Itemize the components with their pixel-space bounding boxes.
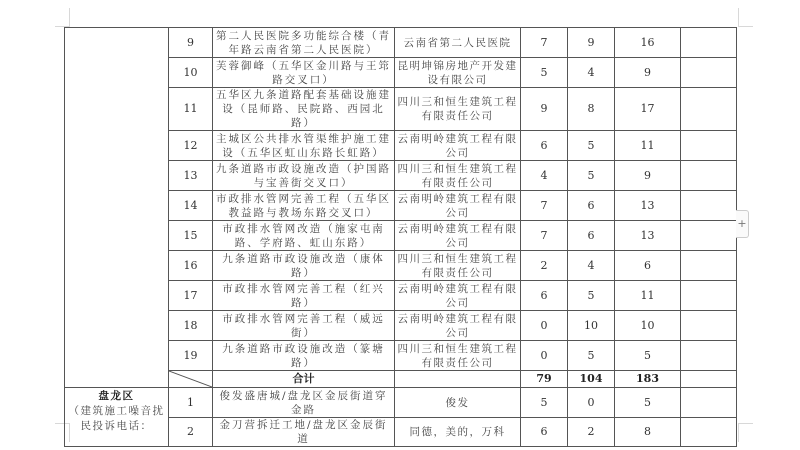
- count-total: 5: [615, 388, 681, 418]
- row-number: 16: [169, 251, 213, 281]
- count-1: 7: [521, 28, 568, 58]
- count-2: 5: [568, 281, 615, 311]
- project-name: 市政排水管网完善工程（威远街）: [213, 311, 395, 341]
- count-1: 7: [521, 221, 568, 251]
- district-cell-panlong: [65, 388, 169, 447]
- note-cell: [681, 341, 737, 371]
- count-total: 9: [615, 58, 681, 88]
- subtotal-label: 合计: [213, 371, 395, 388]
- company-name: 云南明岭建筑工程有限公司: [395, 221, 521, 251]
- count-2: 4: [568, 58, 615, 88]
- company-name: 四川三和恒生建筑工程有限责任公司: [395, 88, 521, 131]
- count-total: 11: [615, 281, 681, 311]
- project-name: 俊发盛唐城/盘龙区金辰街道穿金路: [213, 388, 395, 418]
- subtotal-company-empty: [395, 371, 521, 388]
- count-2: 9: [568, 28, 615, 58]
- project-name: 市政排水管网完善工程（红兴路）: [213, 281, 395, 311]
- count-2: 2: [568, 418, 615, 447]
- note-cell: [681, 418, 737, 447]
- district-name: 盘龙区: [98, 390, 135, 402]
- project-name: 市政排水管网改造（施家屯南路、学府路、虹山东路）: [213, 221, 395, 251]
- company-name: 云南省第二人民医院: [395, 28, 521, 58]
- row-number: 15: [169, 221, 213, 251]
- subtotal-count-2: 104: [568, 371, 615, 388]
- table-row: [65, 28, 737, 58]
- count-2: 6: [568, 221, 615, 251]
- note-cell: [681, 281, 737, 311]
- note-cell: [681, 28, 737, 58]
- count-1: 9: [521, 88, 568, 131]
- count-1: 4: [521, 161, 568, 191]
- row-number: 13: [169, 161, 213, 191]
- subtotal-count-1: 79: [521, 371, 568, 388]
- subtotal-total: 183: [615, 371, 681, 388]
- count-1: 7: [521, 191, 568, 221]
- count-1: 6: [521, 418, 568, 447]
- count-total: 10: [615, 311, 681, 341]
- company-name: 云南明岭建筑工程有限公司: [395, 281, 521, 311]
- count-1: 2: [521, 251, 568, 281]
- count-1: 6: [521, 281, 568, 311]
- page-corner-mark-top-right: [738, 8, 753, 27]
- company-name: 云南明岭建筑工程有限公司: [395, 131, 521, 161]
- company-name: 同德，美的，万科: [395, 418, 521, 447]
- count-2: 6: [568, 191, 615, 221]
- note-cell: [681, 311, 737, 341]
- project-name: 第二人民医院多功能综合楼（青年路云南省第二人民医院）: [213, 28, 395, 58]
- count-2: 8: [568, 88, 615, 131]
- company-name: 昆明坤锦房地产开发建设有限公司: [395, 58, 521, 88]
- project-name: 主城区公共排水管渠维护施工建设（五华区虹山东路长虹路）: [213, 131, 395, 161]
- project-name: 芙蓉御峰（五华区金川路与王筇路交叉口）: [213, 58, 395, 88]
- table-row: [65, 388, 737, 418]
- project-name: 五华区九条道路配套基础设施建设（昆师路、民院路、西园北路）: [213, 88, 395, 131]
- company-name: 云南明岭建筑工程有限公司: [395, 191, 521, 221]
- district-cell-wuhua: [65, 28, 169, 388]
- company-name: 俊发: [395, 388, 521, 418]
- project-name: 金刀营拆迁工地/盘龙区金辰街道: [213, 418, 395, 447]
- row-number: 1: [169, 388, 213, 418]
- count-1: 0: [521, 341, 568, 371]
- subtotal-note: [681, 371, 737, 388]
- count-total: 6: [615, 251, 681, 281]
- row-number: 19: [169, 341, 213, 371]
- count-2: 4: [568, 251, 615, 281]
- count-1: 5: [521, 388, 568, 418]
- page-corner-mark-top-left: [55, 8, 70, 27]
- note-cell: [681, 161, 737, 191]
- count-total: 16: [615, 28, 681, 58]
- note-cell: [681, 191, 737, 221]
- count-total: 11: [615, 131, 681, 161]
- count-2: 5: [568, 161, 615, 191]
- company-name: 云南明岭建筑工程有限公司: [395, 311, 521, 341]
- count-2: 0: [568, 388, 615, 418]
- count-1: 6: [521, 131, 568, 161]
- note-cell: [681, 58, 737, 88]
- project-name: 九条道路市政设施改造（护国路与宝善街交叉口）: [213, 161, 395, 191]
- project-name: 九条道路市政设施改造（康体路）: [213, 251, 395, 281]
- row-number: 10: [169, 58, 213, 88]
- add-row-button[interactable]: +: [736, 210, 749, 238]
- row-number: 18: [169, 311, 213, 341]
- note-cell: [681, 88, 737, 131]
- company-name: 四川三和恒生建筑工程有限责任公司: [395, 251, 521, 281]
- row-number: 11: [169, 88, 213, 131]
- count-total: 8: [615, 418, 681, 447]
- count-2: 5: [568, 341, 615, 371]
- count-1: 5: [521, 58, 568, 88]
- row-number: 9: [169, 28, 213, 58]
- note-cell: [681, 251, 737, 281]
- diagonal-cell: [169, 371, 213, 388]
- project-name: 市政排水管网完善工程（五华区教益路与教场东路交叉口）: [213, 191, 395, 221]
- count-total: 17: [615, 88, 681, 131]
- diagonal-line-icon: [169, 371, 212, 387]
- count-2: 10: [568, 311, 615, 341]
- row-number: 12: [169, 131, 213, 161]
- note-cell: [681, 131, 737, 161]
- note-cell: [681, 221, 737, 251]
- noise-complaint-table: [64, 27, 737, 447]
- company-name: 四川三和恒生建筑工程有限责任公司: [395, 341, 521, 371]
- company-name: 四川三和恒生建筑工程有限责任公司: [395, 161, 521, 191]
- count-1: 0: [521, 311, 568, 341]
- row-number: 2: [169, 418, 213, 447]
- count-total: 9: [615, 161, 681, 191]
- row-number: 14: [169, 191, 213, 221]
- project-name: 九条道路市政设施改造（篆塘路）: [213, 341, 395, 371]
- count-total: 5: [615, 341, 681, 371]
- count-total: 13: [615, 221, 681, 251]
- note-cell: [681, 388, 737, 418]
- page-corner-mark-bottom-right: [738, 423, 753, 442]
- district-description: （建筑施工噪音扰民投诉电话：: [68, 405, 165, 432]
- row-number: 17: [169, 281, 213, 311]
- count-total: 13: [615, 191, 681, 221]
- count-2: 5: [568, 131, 615, 161]
